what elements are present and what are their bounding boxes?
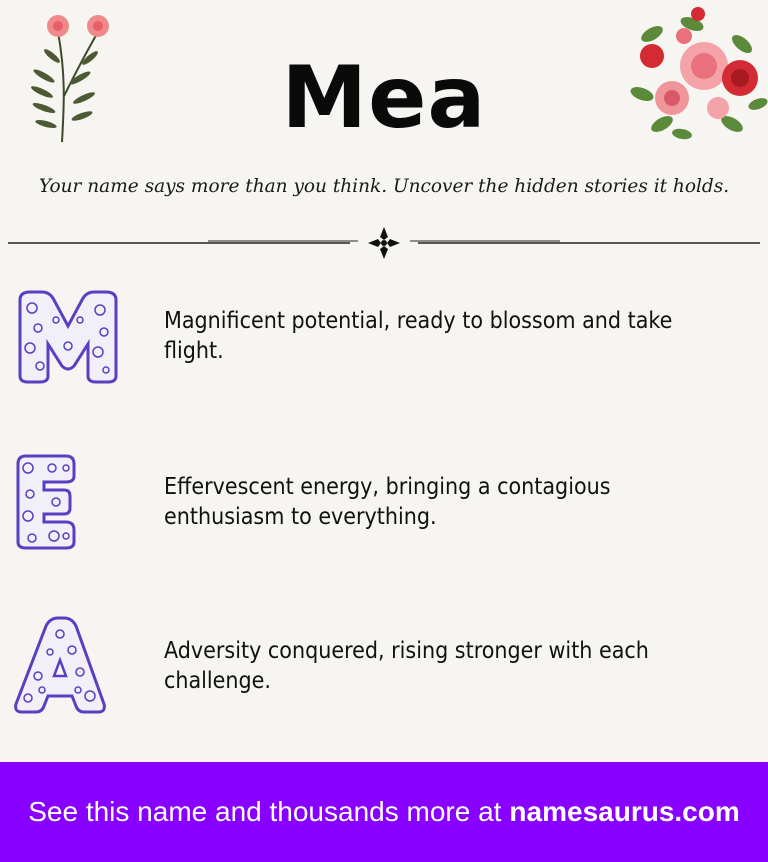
polka-dot-letter-e-icon	[12, 452, 124, 552]
footer-site-link[interactable]: namesaurus.com	[509, 796, 740, 827]
footer-banner[interactable]	[0, 762, 768, 862]
polka-dot-letter-a-icon	[12, 616, 124, 716]
letter-meaning: Magnificent potential, ready to blossom and take flight.	[164, 308, 673, 364]
divider-ornament-icon	[8, 226, 760, 260]
letter-meaning: Effervescent energy, bringing a contagious enthusiasm to everything.	[164, 474, 611, 530]
tagline: Your name says more than you think. Uncover the hidden stories it holds.	[38, 176, 730, 197]
page-title: Mea	[281, 48, 487, 148]
letter-meaning: Adversity conquered, rising stronger with each challenge.	[164, 638, 649, 694]
polka-dot-letter-m-icon	[12, 286, 124, 386]
footer-text: See this name and thousands more at	[28, 796, 502, 827]
